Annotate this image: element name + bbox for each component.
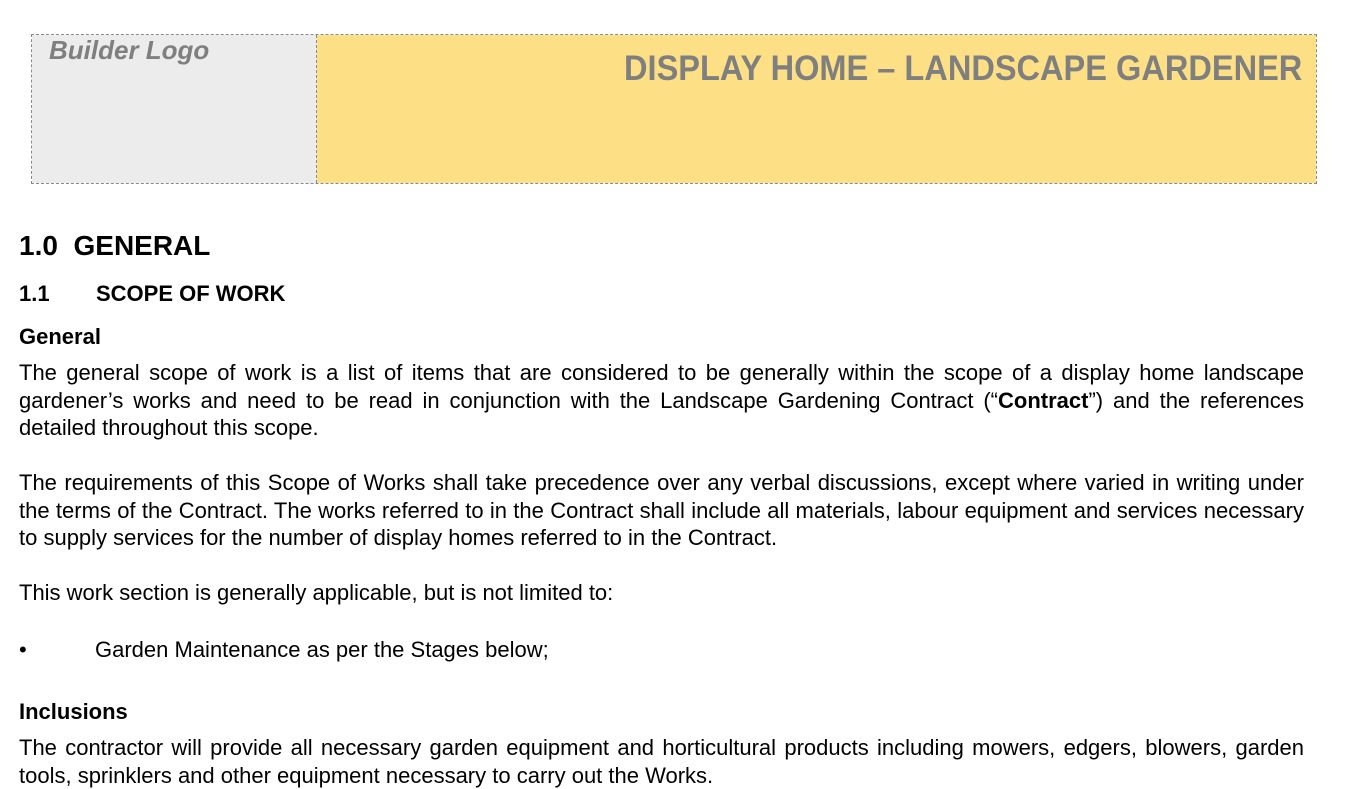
inclusions-heading: Inclusions <box>19 699 128 724</box>
builder-logo-text: Builder Logo <box>49 35 210 65</box>
section-heading: 1.0 GENERAL <box>19 230 211 261</box>
general-paragraph-3: This work section is generally applicable, but is not limited to: <box>19 580 614 605</box>
general-paragraph-1 <box>19 359 1304 442</box>
list-item-text: Garden Maintenance as per the Stages below; <box>95 637 549 662</box>
builder-logo-placeholder <box>32 35 317 183</box>
document-header <box>31 34 1317 184</box>
general-p1-text-end: ”) and the references detailed throughout this scope. <box>19 387 1304 440</box>
general-p1-text-start: The general scope of work is a list of items that are considered to be generally within the scope of a display home landscape gardener’s works and need to be read in conjunction with the Landscape Gardening Contract (“ <box>19 360 1304 413</box>
list-item <box>19 637 549 663</box>
subsection-title: SCOPE OF WORK <box>96 281 286 306</box>
title-banner <box>317 35 1316 183</box>
subsection-number: 1.1 <box>19 281 50 306</box>
subsection-heading <box>19 281 285 307</box>
contract-term: Contract <box>998 387 1089 413</box>
bullet-marker: • <box>19 637 27 662</box>
general-heading: General <box>19 324 101 349</box>
general-paragraph-2: The requirements of this Scope of Works shall take precedence over any verbal discussions, except where varied in writing under the terms of the Contract. The works referred to in the Contract shall include all materials, labour equipment and services necessary to supply services for the number of display homes referred to in the Contract. <box>19 470 1304 550</box>
document-title: DISPLAY HOME – LANDSCAPE GARDENER <box>623 49 1302 88</box>
inclusions-paragraph: The contractor will provide all necessary garden equipment and horticultural products including mowers, edgers, blowers, garden tools, sprinklers and other equipment necessary to carry out the Works. <box>19 735 1304 788</box>
